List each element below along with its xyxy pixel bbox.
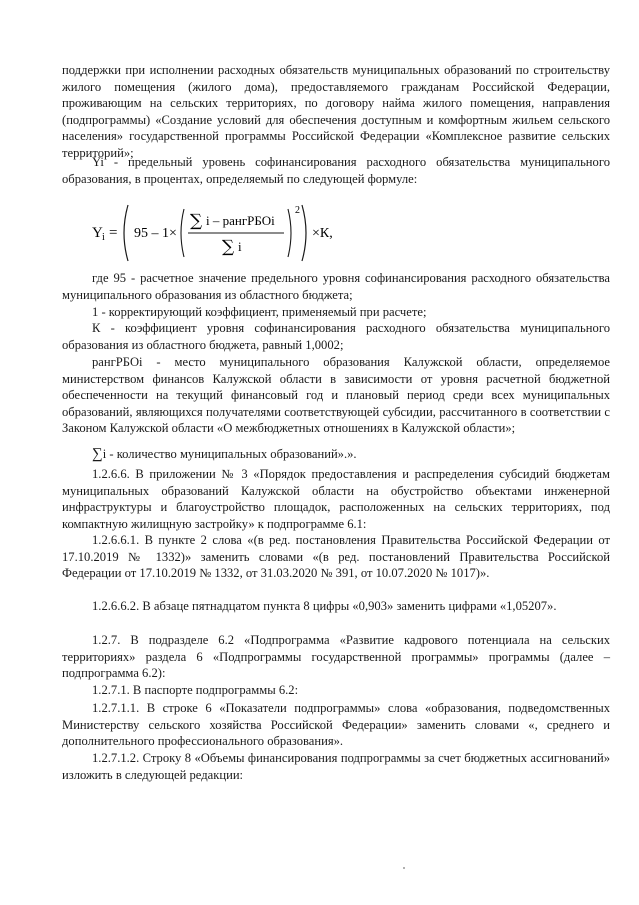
paragraph-1-2-7-1-1: 1.2.7.1.1. В строке 6 «Показатели подпрограммы» слова «образования, подведомственных Министерству сельского хозяйства Российской Федерации» заменить словами «, среднего и дополнительного профессионального образования». bbox=[62, 701, 610, 749]
left-paren-outer bbox=[124, 205, 128, 261]
formula-tail: ×К, bbox=[312, 226, 333, 241]
formula-lhs: Y bbox=[92, 225, 103, 241]
formula-yi bbox=[92, 197, 352, 267]
scan-speck bbox=[403, 867, 405, 869]
paragraph-k: К - коэффициент уровня софинансирования расходного обязательства муниципального образования из областного бюджета, равный 1,0002; bbox=[62, 321, 610, 352]
paragraph-1: 1 - корректирующий коэффициент, применяемый при расчете; bbox=[92, 305, 427, 319]
paragraph-1-2-6-6-1: 1.2.6.6.1. В пункте 2 слова «(в ред. постановления Правительства Российской Федерации от 17.10.2019 № 1332)» заменить словами «(в ред. постановлений Правительства Российской Федерации от 17.10.2019 № 1332, от 31.03.2020 № 391, от 10.07.2020 № 1017)». bbox=[62, 533, 610, 581]
formula-power: 2 bbox=[295, 205, 300, 216]
paragraph-rang: рангРБОi - место муниципального образования Калужской области, определяемое министерством финансов Калужской области в зависимости от уровня расчетной бюджетной обеспеченности на текущий финансовый год и плановый период среди всех муниципальных образований, являющихся получателями соответствующей субсидии, рассчитанного в соответствии с Законом Калужской области «О межбюджетных отношениях в Калужской области»; bbox=[62, 355, 610, 436]
formula-numerator: i – рангРБОi bbox=[206, 213, 275, 228]
paragraph-1-2-7-1-2: 1.2.7.1.2. Строку 8 «Объемы финансирования подпрограммы за счет бюджетных ассигнований» изложить в следующей редакции: bbox=[62, 751, 610, 782]
formula-lhs-sub: i bbox=[102, 232, 105, 243]
sigma-denominator: ∑ bbox=[222, 237, 235, 257]
sigma-numerator: ∑ bbox=[190, 211, 203, 231]
formula-denominator: i bbox=[238, 239, 242, 254]
paragraph-1-2-6-6-2: 1.2.6.6.2. В абзаце пятнадцатом пункта 8 цифры «0,903» заменить цифрами «1,05207». bbox=[92, 599, 557, 613]
paragraph-95: где 95 - расчетное значение предельного уровня софинансирования расходного обязательства муниципального образования из областного бюджета; bbox=[62, 271, 610, 302]
paragraph-1-2-7-1: 1.2.7.1. В паспорте подпрограммы 6.2: bbox=[92, 683, 299, 697]
paragraph-count bbox=[62, 446, 610, 463]
formula-a: 95 – 1× bbox=[134, 226, 177, 241]
paragraph-1-2-6-6: 1.2.6.6. В приложении № 3 «Порядок предоставления и распределения субсидий бюджетам муниципальных образований Калужской области на обустройство объектами инженерной инфраструктуры и благоустройство площадок, расположенных на сельских территориях, под компактную жилищную застройку» к подпрограмме 6.1: bbox=[62, 467, 610, 531]
formula-eq: = bbox=[109, 225, 118, 241]
paragraph-yi-definition: Yi - предельный уровень софинансирования расходного обязательства муниципального образования, в процентах, определяемый по следующей формуле: bbox=[62, 155, 610, 186]
right-paren-inner bbox=[288, 209, 291, 257]
formula-graphic bbox=[92, 197, 352, 267]
right-paren-outer bbox=[302, 205, 306, 261]
paragraph-1-2-7: 1.2.7. В подразделе 6.2 «Подпрограмма «Развитие кадрового потенциала на сельских территориях» раздела 6 «Подпрограммы государственной программы» программы (далее – подпрограмма 6.2): bbox=[62, 633, 610, 681]
paragraph-support: поддержки при исполнении расходных обязательств муниципальных образований по строительству жилого помещения (жилого дома), предоставляемого гражданам Российской Федерации, проживающим на сельских территориях, по договору найма жилого помещения, направления (подпрограммы) «Создание условий для обеспечения доступным и комфортным жильем сельского населения» государственной программы Российской Федерации «Комплексное развитие сельских территорий»; bbox=[62, 63, 610, 160]
sigma-symbol: ∑ bbox=[92, 446, 103, 462]
paragraph-count-text: i - количество муниципальных образований».». bbox=[102, 447, 357, 461]
left-paren-inner bbox=[181, 209, 184, 257]
